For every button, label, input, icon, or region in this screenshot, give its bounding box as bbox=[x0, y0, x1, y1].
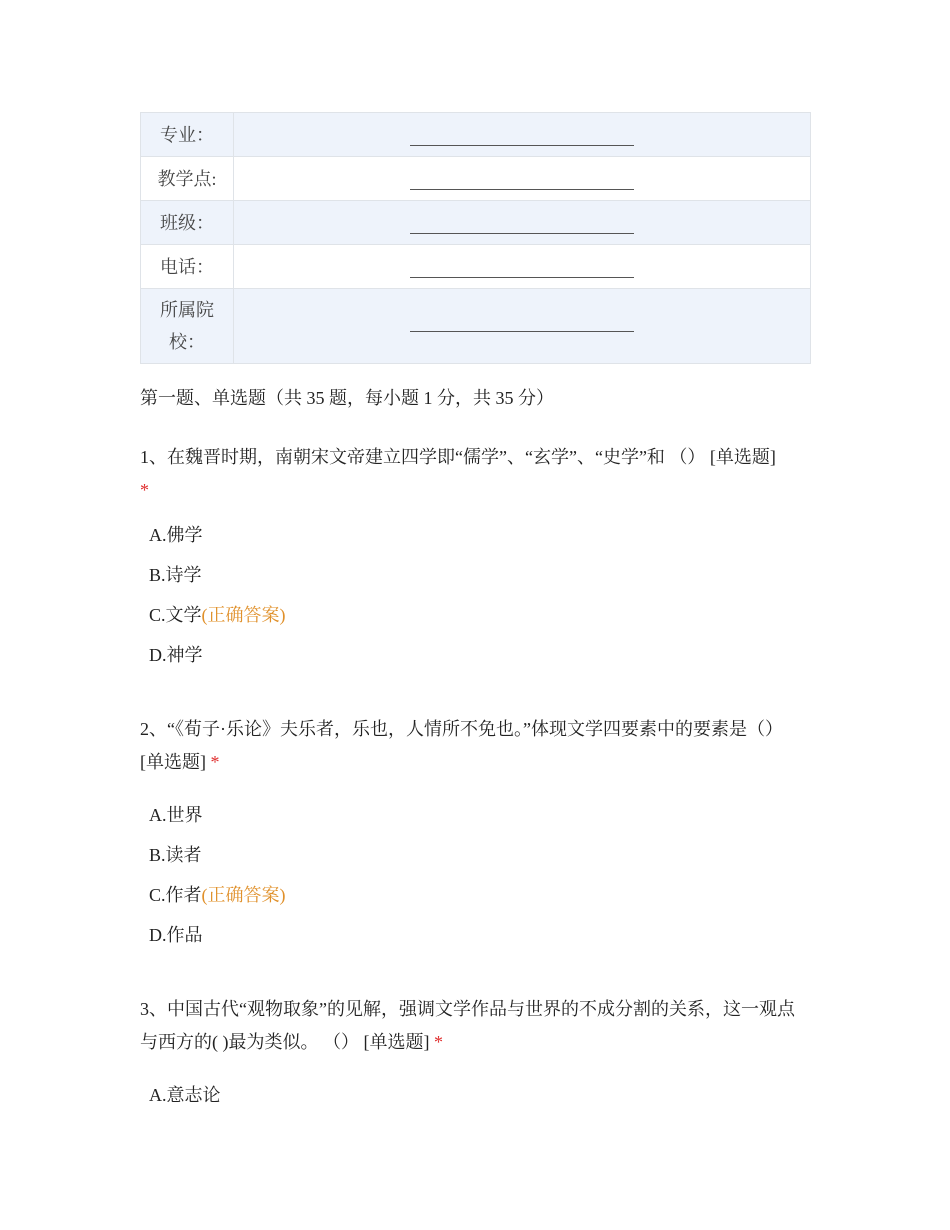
option-b[interactable]: B.诗学 bbox=[149, 565, 202, 585]
info-row-study-center bbox=[141, 157, 811, 201]
info-label: 班级： bbox=[141, 201, 234, 245]
info-row-school bbox=[141, 289, 811, 364]
info-blank-line bbox=[234, 113, 811, 157]
correct-answer-tag: (正确答案) bbox=[201, 885, 286, 905]
info-label-line: 校： bbox=[169, 332, 205, 352]
info-row-class bbox=[141, 201, 811, 245]
option-d[interactable]: D.神学 bbox=[149, 645, 203, 665]
question-text: 1、在魏晋时期，南朝宋文帝建立四学即“儒学”、“玄学”、“史学”和 （） [单选题] bbox=[140, 447, 776, 467]
option-d[interactable]: D.作品 bbox=[149, 925, 203, 945]
info-label bbox=[141, 289, 234, 364]
info-blank-line bbox=[234, 157, 811, 201]
question-3 bbox=[140, 993, 810, 1059]
option-b[interactable]: B.读者 bbox=[149, 845, 202, 865]
info-blank-line bbox=[234, 245, 811, 289]
student-info-table bbox=[140, 112, 811, 364]
info-row-major bbox=[141, 113, 811, 157]
info-label: 电话： bbox=[141, 245, 234, 289]
correct-answer-tag: (正确答案) bbox=[201, 605, 286, 625]
info-row-phone bbox=[141, 245, 811, 289]
question-1 bbox=[140, 441, 810, 507]
info-blank-line bbox=[234, 289, 811, 364]
option-text: C.作者 bbox=[149, 885, 202, 905]
option-a[interactable]: A.世界 bbox=[149, 805, 203, 825]
option-a[interactable]: A.佛学 bbox=[149, 525, 203, 545]
section-title: 第一题、单选题（共 35 题，每小题 1 分，共 35 分） bbox=[140, 388, 554, 408]
option-a[interactable]: A.意志论 bbox=[149, 1085, 221, 1105]
info-label-line: 所属院 bbox=[160, 300, 214, 320]
option-c[interactable] bbox=[149, 881, 286, 907]
info-blank-line bbox=[234, 201, 811, 245]
option-text: C.文学 bbox=[149, 605, 202, 625]
question-text: 3、中国古代“观物取象”的见解，强调文学作品与世界的不成分割的关系，这一观点与西方的( )最为类似。 （） [单选题] bbox=[140, 999, 795, 1052]
required-mark: * bbox=[140, 480, 149, 500]
question-2 bbox=[140, 713, 810, 779]
question-text: 2、“《荀子·乐论》夫乐者，乐也，人情所不免也。”体现文学四要素中的要素是（） [单选题] bbox=[140, 719, 783, 772]
required-mark: * bbox=[210, 752, 220, 772]
info-label: 专业： bbox=[141, 113, 234, 157]
required-mark: * bbox=[433, 1032, 443, 1052]
info-label: 教学点: bbox=[141, 157, 234, 201]
option-c[interactable] bbox=[149, 601, 286, 627]
